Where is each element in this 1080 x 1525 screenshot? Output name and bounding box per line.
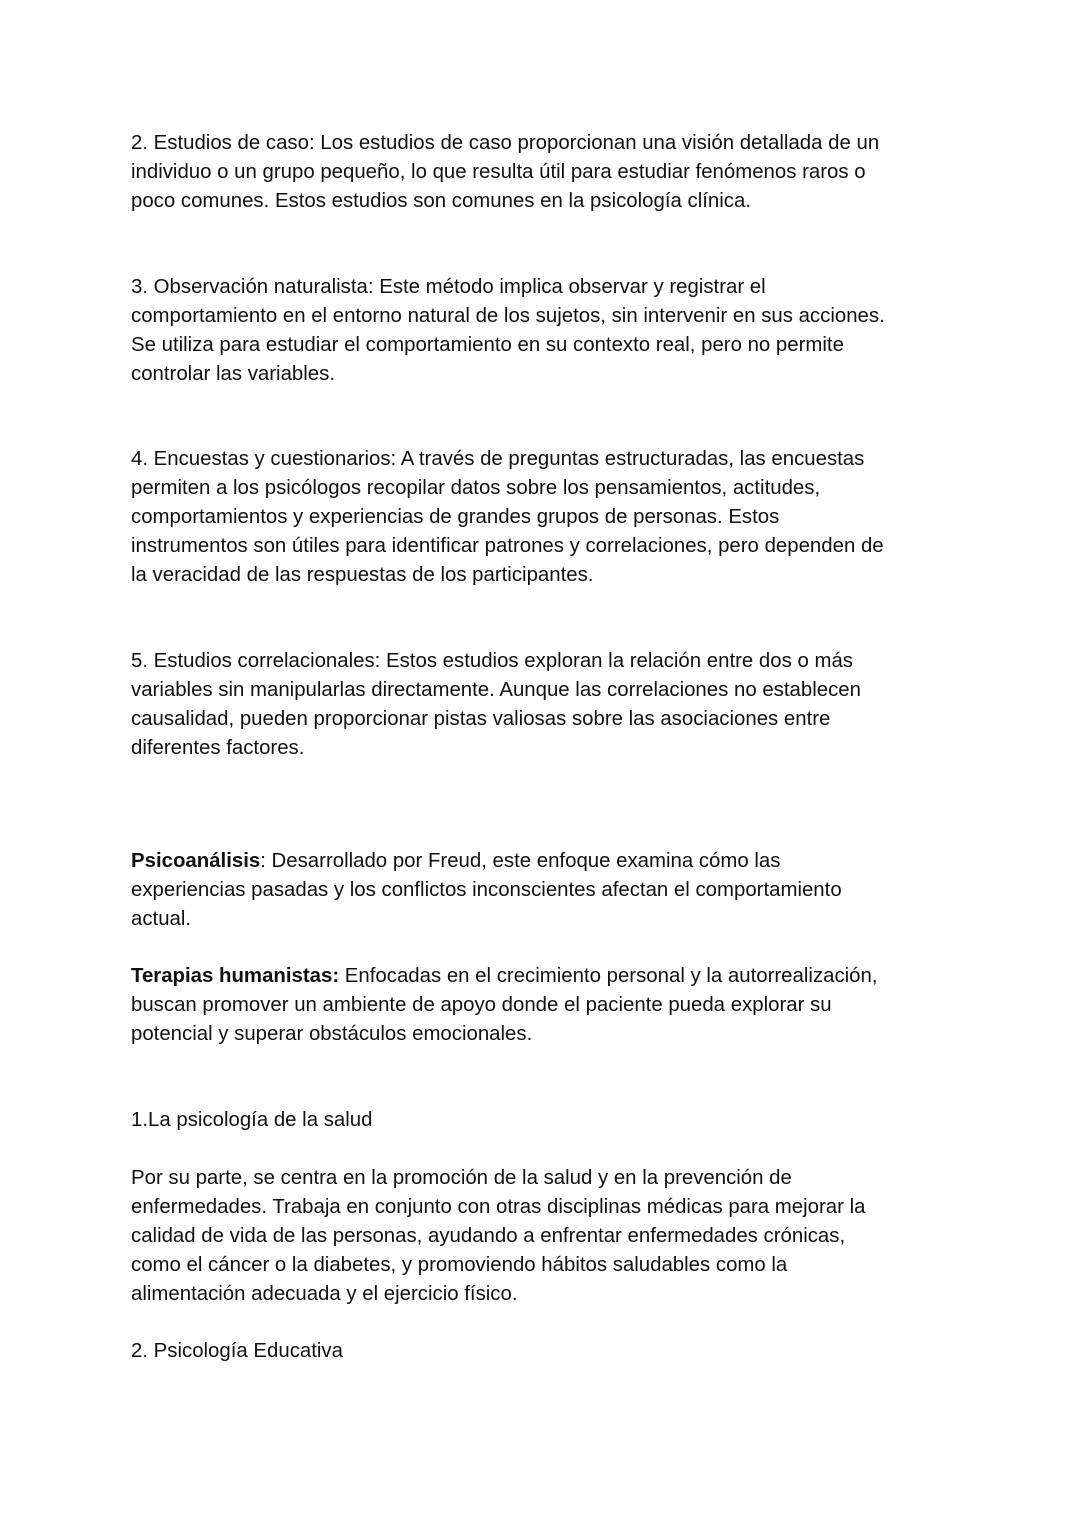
text-line: actual.	[131, 908, 192, 930]
text-line: 2. Estudios de caso: Los estudios de caso proporcionan una visión detallada de un	[131, 132, 880, 154]
approach-humanistic-therapies	[131, 962, 961, 1049]
section-heading-educational-psychology	[131, 1337, 961, 1366]
text-line: comportamientos y experiencias de grandes grupos de personas. Estos	[131, 506, 780, 528]
section-heading-health-psychology	[131, 1106, 961, 1135]
text-line: poco comunes. Estos estudios son comunes en la psicología clínica.	[131, 190, 751, 212]
text-line: enfermedades. Trabaja en conjunto con otras disciplinas médicas para mejorar la	[131, 1196, 866, 1218]
text-line: la veracidad de las respuestas de los participantes.	[131, 564, 594, 586]
approach-description: Enfocadas en el crecimiento personal y la autorrealización,	[339, 965, 878, 987]
heading-text: 1.La psicología de la salud	[131, 1109, 373, 1131]
approach-term: Terapias humanistas:	[131, 965, 340, 987]
text-line: calidad de vida de las personas, ayudando a enfrentar enfermedades crónicas,	[131, 1225, 846, 1247]
method-naturalistic-observation	[131, 273, 961, 389]
text-line: permiten a los psicólogos recopilar datos sobre los pensamientos, actitudes,	[131, 477, 821, 499]
text-line: Por su parte, se centra en la promoción de la salud y en la prevención de	[131, 1167, 792, 1189]
method-surveys	[131, 445, 961, 590]
approach-psychoanalysis	[131, 847, 961, 934]
text-line: buscan promover un ambiente de apoyo donde el paciente pueda explorar su	[131, 994, 832, 1016]
text-line: comportamiento en el entorno natural de los sujetos, sin intervenir en sus acciones.	[131, 305, 885, 327]
heading-text: 2. Psicología Educativa	[131, 1340, 343, 1362]
approach-description: : Desarrollado por Freud, este enfoque examina cómo las	[260, 850, 781, 872]
approach-term: Psicoanálisis	[131, 850, 261, 872]
method-case-studies	[131, 129, 961, 216]
text-line	[131, 962, 961, 991]
text-line: instrumentos son útiles para identificar patrones y correlaciones, pero dependen de	[131, 535, 884, 557]
text-line: 4. Encuestas y cuestionarios: A través de preguntas estructuradas, las encuestas	[131, 448, 865, 470]
text-line: potencial y superar obstáculos emocionales.	[131, 1023, 533, 1045]
text-line: alimentación adecuada y el ejercicio físico.	[131, 1283, 518, 1305]
text-line: controlar las variables.	[131, 363, 335, 385]
text-line: diferentes factores.	[131, 737, 305, 759]
text-line: variables sin manipularlas directamente. Aunque las correlaciones no establecen	[131, 679, 861, 701]
text-line: Se utiliza para estudiar el comportamiento en su contexto real, pero no permite	[131, 334, 844, 356]
text-line: 5. Estudios correlacionales: Estos estudios exploran la relación entre dos o más	[131, 650, 853, 672]
method-correlational-studies	[131, 647, 961, 763]
text-line: como el cáncer o la diabetes, y promoviendo hábitos saludables como la	[131, 1254, 788, 1276]
health-psychology-paragraph	[131, 1164, 961, 1309]
text-line: individuo o un grupo pequeño, lo que resulta útil para estudiar fenómenos raros o	[131, 161, 866, 183]
text-line: experiencias pasadas y los conflictos inconscientes afectan el comportamiento	[131, 879, 842, 901]
text-line: 3. Observación naturalista: Este método implica observar y registrar el	[131, 276, 766, 298]
text-line: causalidad, pueden proporcionar pistas valiosas sobre las asociaciones entre	[131, 708, 831, 730]
text-line	[131, 847, 961, 876]
